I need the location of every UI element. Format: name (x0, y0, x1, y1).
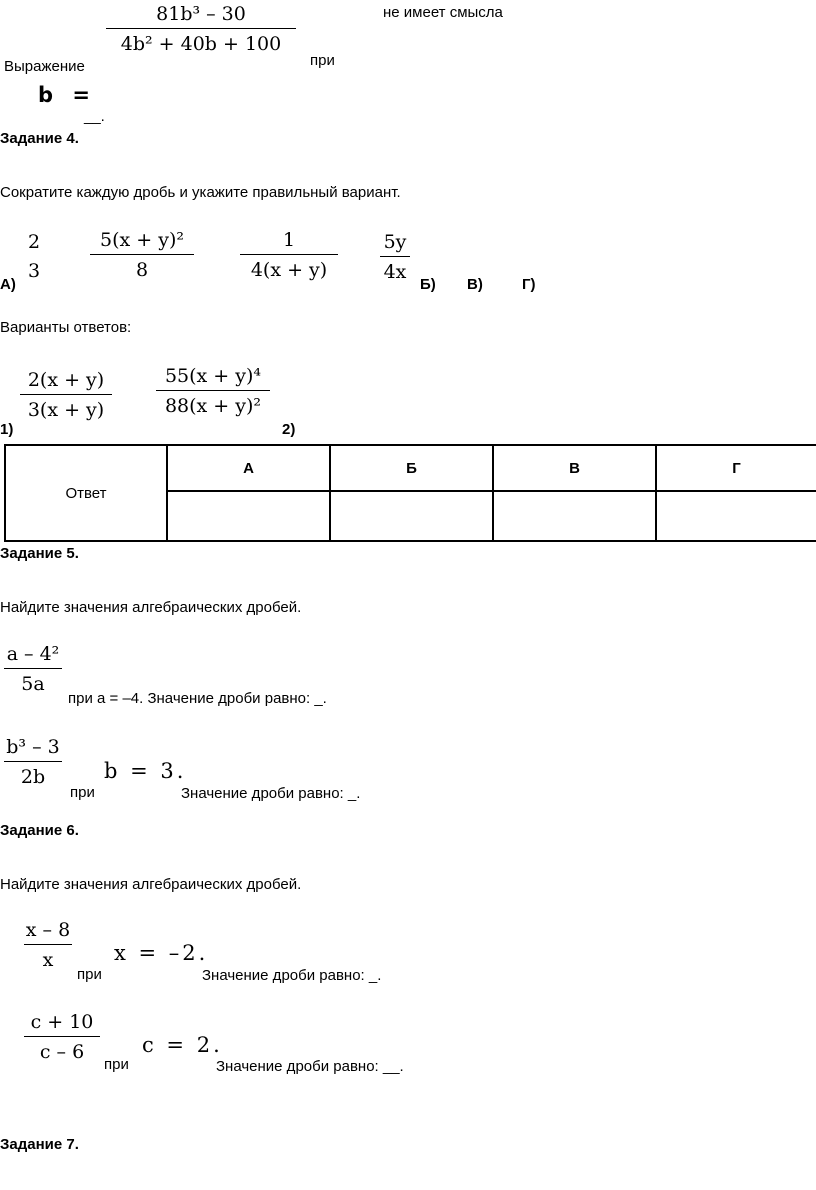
task6-item2-text: Значение дроби равно: __. (216, 1058, 404, 1075)
task6-item1-pri: при (77, 966, 102, 983)
label-g: Г) (522, 276, 536, 293)
task7-title: Задание 7. (0, 1136, 79, 1153)
fraction-bar (106, 28, 296, 29)
task6-title: Задание 6. (0, 822, 79, 839)
expression-label: Выражение (4, 58, 85, 75)
fraction-bar (4, 761, 62, 762)
numerator: 5y (383, 231, 407, 253)
numerator: a – 4² (6, 643, 60, 665)
fraction-numerator: 81b³ – 30 (156, 3, 246, 25)
denominator: 4(x + y) (250, 259, 328, 281)
answer-cell-g[interactable] (656, 491, 816, 541)
task4-fraction-d (380, 230, 410, 284)
header-a: А (167, 445, 330, 491)
option1-label: 1) (0, 421, 14, 438)
denominator: 88(x + y)² (164, 395, 262, 417)
answer-cell-v[interactable] (493, 491, 656, 541)
task5-item2-text: Значение дроби равно: _. (181, 785, 361, 802)
task5-item2-pri: при (70, 784, 95, 801)
denominator: 4x (383, 261, 407, 283)
numerator: 2(x + y) (27, 369, 105, 391)
task5-fraction-2 (4, 735, 62, 789)
header-g: Г (656, 445, 816, 491)
denominator: 2b (20, 766, 46, 788)
header-v: В (493, 445, 656, 491)
task4-title: Задание 4. (0, 130, 79, 147)
numerator: b³ – 3 (6, 736, 60, 758)
header-b: Б (330, 445, 493, 491)
fraction-bar (156, 390, 270, 391)
task5-title: Задание 5. (0, 545, 79, 562)
fraction-bar (240, 254, 338, 255)
answer-cell-a[interactable] (167, 491, 330, 541)
task4-fraction-a (24, 230, 44, 283)
answer-cell-b[interactable] (330, 491, 493, 541)
fraction-bar (380, 256, 410, 257)
task6-item1-eq: x = –2. (114, 941, 209, 965)
task6-item1-text: Значение дроби равно: _. (202, 967, 382, 984)
option1-fraction (20, 368, 112, 422)
header-fraction (106, 2, 296, 56)
task4-instruction: Сократите каждую дробь и укажите правильный вариант. (0, 184, 401, 201)
fraction-bar (24, 944, 72, 945)
answer-table (4, 444, 816, 542)
fraction-bar (20, 394, 112, 395)
fraction-denominator: 4b² + 40b + 100 (120, 33, 282, 55)
task4-fraction-b (90, 228, 194, 282)
denominator: 5a (21, 673, 45, 695)
task5-item2-eq: b = 3. (104, 759, 187, 783)
denominator: x (42, 949, 54, 971)
numerator: c + 10 (30, 1011, 94, 1033)
task5-fraction-1 (4, 642, 62, 696)
numerator: 2 (27, 231, 41, 253)
label-v: В) (467, 276, 483, 293)
answer-blank: __. (84, 108, 105, 125)
task6-item2-eq: c = 2. (142, 1033, 223, 1057)
option2-fraction (156, 364, 270, 418)
task6-fraction-1 (24, 918, 72, 972)
denominator: 3(x + y) (27, 399, 105, 421)
label-a: А) (0, 276, 16, 293)
meaningless-text: не имеет смысла (383, 4, 503, 21)
b-equals: b = (38, 83, 96, 107)
task6-instruction: Найдите значения алгебраических дробей. (0, 876, 302, 893)
task4-fraction-c (240, 228, 338, 282)
denominator: 3 (27, 260, 41, 282)
task6-item2-pri: при (104, 1056, 129, 1073)
answer-row-label: Ответ (5, 445, 167, 541)
numerator: 55(x + y)⁴ (164, 365, 262, 387)
numerator: 5(x + y)² (100, 229, 184, 251)
fraction-bar (90, 254, 194, 255)
task6-fraction-2 (24, 1010, 100, 1064)
numerator: 1 (282, 229, 296, 251)
task5-item1-text: при а = –4. Значение дроби равно: _. (68, 690, 327, 707)
denominator: 8 (135, 259, 149, 281)
numerator: x – 8 (25, 919, 71, 941)
label-b: Б) (420, 276, 436, 293)
pri-label: при (310, 52, 335, 69)
task5-instruction: Найдите значения алгебраических дробей. (0, 599, 302, 616)
option2-label: 2) (282, 421, 296, 438)
denominator: c – 6 (39, 1041, 85, 1063)
fraction-bar (24, 1036, 100, 1037)
fraction-bar (4, 668, 62, 669)
variants-label: Варианты ответов: (0, 319, 132, 336)
